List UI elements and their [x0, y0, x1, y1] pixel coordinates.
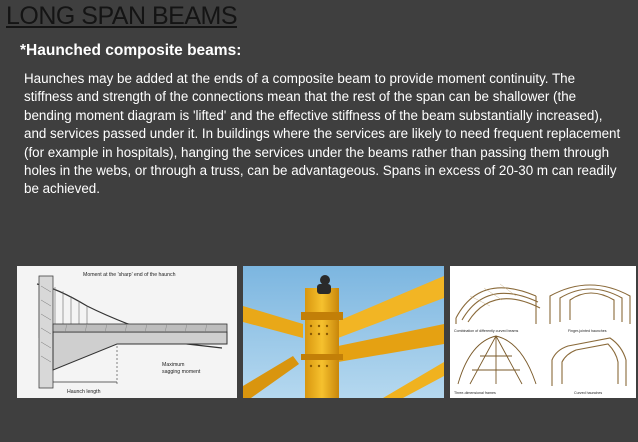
slide-subtitle: *Haunched composite beams: [20, 42, 242, 59]
slide-body-text: Haunches may be added at the ends of a composite beam to provide moment continuity. The stiffness and strength of the connections mean that the rest of the span can be shallower (the bending moment diagram is 'lifted' and the effective stiffness of the beam substantially increased), and services passed under it. In buildings where the services are likely to need frequent replacement (for example in hospitals), hanging the services under the beams rather than passing them through holes in the webs, or through a truss, can be advantageous. Spans in excess of 20-30 m can readily be achieved. [24, 71, 621, 197]
haunched-beam [53, 332, 227, 370]
steel-column [305, 288, 339, 398]
label-maximum: Maximum [162, 362, 185, 368]
caption-curved-haunches: Curved haunches [574, 391, 603, 395]
haunch-diagram-figure [17, 266, 237, 398]
steel-frame-photo [243, 266, 444, 398]
column-member [39, 276, 53, 388]
label-haunch-length: Haunch length [67, 389, 101, 395]
steel-frame-svg [243, 266, 444, 398]
label-moment-sharp-end: Moment at the 'sharp' end of the haunch [83, 272, 176, 278]
roof-forms-svg [450, 266, 636, 398]
caption-3d-frames: Three-dimensional frames [454, 391, 496, 395]
haunch-diagram-svg [17, 266, 237, 398]
slide-title: LONG SPAN BEAMS [6, 2, 237, 30]
roof-forms-figure [450, 266, 636, 398]
caption-curved-beams: Combination of differently curved beams [454, 329, 519, 333]
concrete-slab [53, 324, 227, 332]
caption-finger-jointed: Finger-jointed haunches [568, 329, 607, 333]
label-sagging-moment: sagging moment [162, 369, 201, 375]
